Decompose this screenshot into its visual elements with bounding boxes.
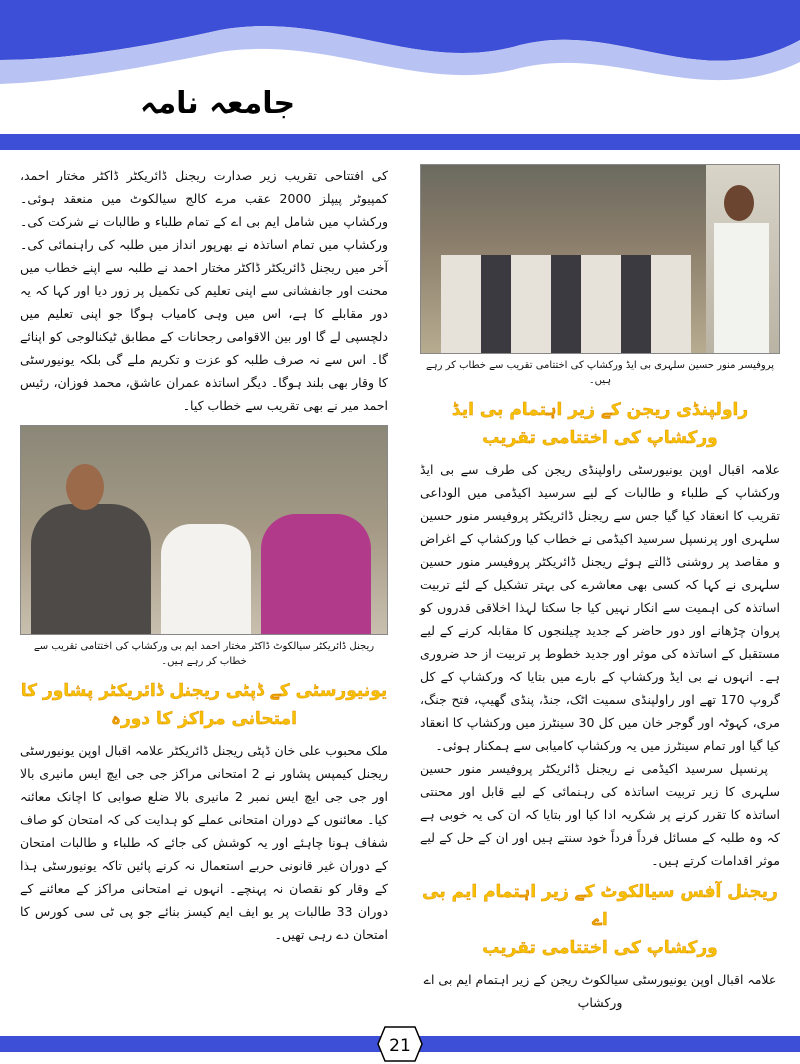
article-paragraph: علامہ اقبال اوپن یونیورسٹی سیالکوٹ ریجن کے زیر اہتمام ایم بی اے ورکشاپ bbox=[423, 972, 777, 1010]
article-paragraph: علامہ اقبال اوپن یونیورسٹی راولپنڈی ریجن کی طرف سے بی ایڈ ورکشاپ کے طلباء و طالبات کے لیے سرسید اکیڈمی میں الوداعی تقریب کا انعقاد کیا گیا جس سے ریجنل ڈائریکٹر پروفیسر منور حسین سلہری اور پرنسپل سرسید اکیڈمی نے خطاب کیا ورکشاپ کے اغراض و مقاصد پر روشنی ڈالتے ہوئے ریجنل ڈائریکٹر پروفیسر منور حسین سلہری نے کہا کہ کسی بھی معاشرے کی بہتر تشکیل کے لئے تربیت اساتذہ کی اہمیت سے انکار نہیں کیا جا سکتا لہذا اخلاقی قدروں کو پروان چڑھانے اور دور حاضر کے جدید چیلنجوں کا مقابلہ کرنے کے لیے مستقبل کے اساتذہ کی موثر اور جدید خطوط پر تربیت از حد ضروری ہے۔ انہوں نے بی ایڈ ورکشاپ کے بارے میں بتایا کہ ورکشاپ کے کل گروپ 170 تھے اور راولپنڈی سمیت اٹک، جنڈ، پنڈی گھیپ، فتح جنگ، مری، کہوٹہ اور گوجر خان میں کل 30 سینٹرز میں ورکشاپ کا انعقاد کیا گیا اور تمام سینٹرز میں یہ ورکشاپ کامیابی سے ہمکنار ہوئی۔ bbox=[420, 462, 780, 753]
heading-peshawar: یونیورسٹی کے ڈپٹی ریجنل ڈائریکٹر پشاور کا امتحانی مراکز کا دورہ bbox=[20, 681, 388, 729]
workshop-photo-left bbox=[20, 425, 388, 635]
header-wave bbox=[0, 0, 800, 140]
heading-rawalpindi: راولپنڈی ریجن کے زیر اہتمام بی ایڈ ورکشاپ کی اختتامی تقریب bbox=[451, 400, 749, 448]
photo-caption-right: پروفیسر منور حسین سلہری بی ایڈ ورکشاپ کی اختتامی تقریب سے خطاب کر رہے ہیں۔ bbox=[425, 360, 775, 386]
heading-sialkot bbox=[420, 878, 780, 962]
page-number: 21 bbox=[389, 1036, 411, 1056]
heading-line: ورکشاپ کی اختتامی تقریب bbox=[482, 938, 718, 958]
article-paragraph: پرنسپل سرسید اکیڈمی نے ریجنل ڈائریکٹر پروفیسر منور حسین سلہری کا زیر تربیت اساتذہ کی رہنمائی کے لیے قابل اور محنتی اساتذہ کا تقرر کرنے پر شکریہ ادا کیا اور بتایا کہ ان کی یہ خوبی ہے کہ وہ طلبہ کے مسائل فرداً فرداً خود سنتے ہیں اور ان کے حل کے لیے موثر اقدامات کرتے ہیں۔ bbox=[420, 761, 780, 868]
photo-caption-left: ریجنل ڈائریکٹر سیالکوٹ ڈاکٹر مختار احمد ایم بی ورکشاپ کی اختتامی تقریب سے خطاب کر رہے ہیں۔ bbox=[33, 641, 375, 667]
article-columns bbox=[0, 150, 800, 1024]
page-header bbox=[0, 0, 800, 150]
workshop-photo-right bbox=[420, 164, 780, 354]
masthead-title: جامعہ نامہ bbox=[140, 86, 296, 121]
heading-line: ریجنل آفس سیالکوٹ کے زیر اہتمام ایم بی اے bbox=[422, 882, 778, 930]
page-footer bbox=[0, 1024, 800, 1064]
article-paragraph: کی افتتاحی تقریب زیر صدارت ریجنل ڈائریکٹر ڈاکٹر مختار احمد، کمپیوٹر پیپلز 2000 عقب مرے کالج سیالکوٹ میں منعقد ہوئی۔ ورکشاپ میں شامل ایم بی اے کے تمام طلباء و طالبات نے شرکت کی۔ ورکشاپ میں تمام اساتذہ نے بھرپور انداز میں طلبہ کی راہنمائی کی۔ آخر میں ریجنل ڈائریکٹر ڈاکٹر مختار احمد نے طلبہ سے اپنے خطاب میں محنت اور جانفشانی سے اپنی تعلیم کی تکمیل پر زور دیا اور کہا کہ یہ دور مقابلے کا ہے، اس میں وہی کامیاب ہوگا جو اپنی تعلیم میں دلچسپی لے گا اور بین الاقوامی رجحانات کے مطابق ٹیکنالوجی کو اپنائے گا۔ اس سے نہ صرف طلبہ کو عزت و تکریم ملے گی بلکہ یونیورسٹی کا وقار بھی بلند ہوگا۔ دیگر اساتذہ عمران عاشق، محمد فوزان، رئیس احمد میر نے بھی تقریب سے خطاب کیا۔ bbox=[20, 168, 388, 413]
header-bar bbox=[0, 134, 800, 150]
right-column bbox=[420, 164, 780, 1014]
left-column bbox=[20, 164, 388, 1014]
page-number-badge bbox=[377, 1026, 423, 1062]
article-paragraph: ملک محبوب علی خان ڈپٹی ریجنل ڈائریکٹر علامہ اقبال اوپن یونیورسٹی ریجنل کیمپس پشاور نے 2 امتحانی مراکز جی جی ایچ ایس مانیری بالا اور جی جی ایچ ایس نمبر 2 مانیری بالا ضلع صوابی کا اچانک معائنہ کیا۔ معائنوں کے دوران امتحانی عملے کو ہدایت کی کہ امتحان کو صاف شفاف ہونا چاہئے اور یہ کوشش کی جائے کہ طلباء و طالبات امتحان کے دوران غیر قانونی حربے استعمال نہ کرنے پائیں تاکہ یونیورسٹی ہذا کے وقار کو نقصان نہ پہنچے۔ انہوں نے امتحانی مراکز کے معائنے کے دوران 33 طالبات پر یو ایف ایم کیسز بنائے جو پی ٹی سی کورس کا امتحان دے رہی تھیں۔ bbox=[20, 743, 389, 942]
